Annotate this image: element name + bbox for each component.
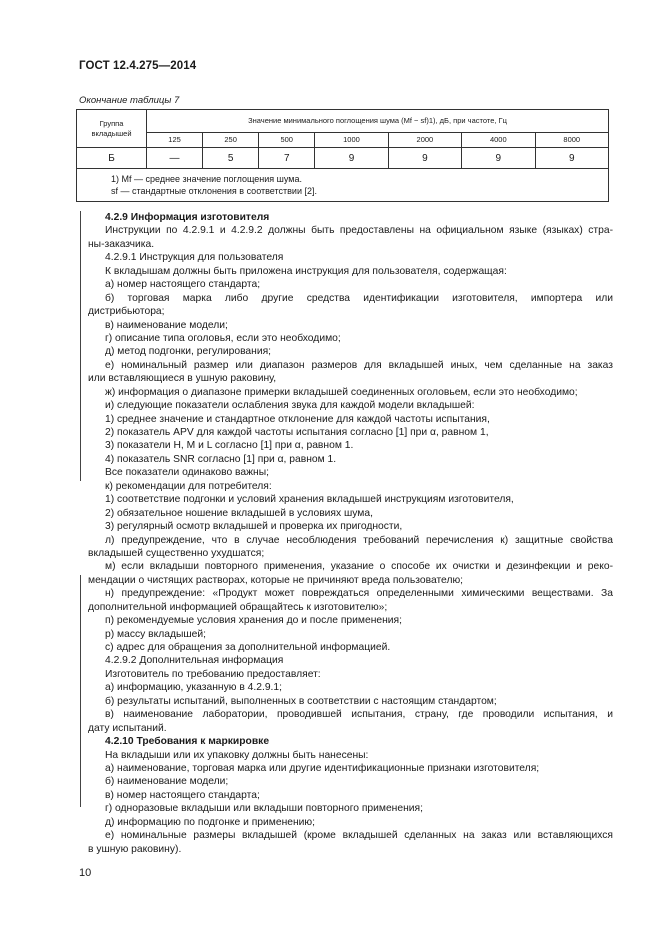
text-line: дистрибьютора; xyxy=(88,306,165,318)
value-cell: 9 xyxy=(315,148,388,169)
text-line: в) номер настоящего стандарта; xyxy=(105,789,260,801)
text-line: д) информацию по подгонке и применению; xyxy=(105,816,316,828)
table-note: 1) Mf — среднее значение поглощения шума. xyxy=(111,174,302,184)
text-line: г) описание типа оголовья, если это необходимо; xyxy=(105,332,341,344)
text-line: е) номинальные размеры вкладышей (кроме вкладышей сделанных на заказ или вставляющихся xyxy=(105,830,613,842)
value-cell: 7 xyxy=(259,148,315,169)
text-line: 4.2.10 Требования к маркировке xyxy=(105,736,270,748)
main-header-cell: Значение минимального поглощения шума (Mf − sf)1), дБ, при частоте, Гц xyxy=(147,110,609,133)
text-line: а) информацию, указанную в 4.2.9.1; xyxy=(105,682,283,694)
change-bar xyxy=(80,575,81,807)
text-line: Изготовитель по требованию предоставляет: xyxy=(105,668,321,680)
document-body xyxy=(88,211,613,856)
value-cell: — xyxy=(147,148,203,169)
text-line: в) наименование модели; xyxy=(105,319,228,331)
document-header: ГОСТ 12.4.275—2014 xyxy=(79,60,197,72)
text-line: Инструкции по 4.2.9.1 и 4.2.9.2 должны быть предоставлены на официальном языке (языках) стра- xyxy=(105,225,613,237)
value-row xyxy=(77,148,609,169)
table-caption: Окончание таблицы 7 xyxy=(79,95,180,106)
text-line: а) наименование, торговая марка или другие идентификационные признаки изготовителя; xyxy=(105,762,540,774)
value-cell: 9 xyxy=(535,148,609,169)
value-cell: 9 xyxy=(462,148,535,169)
text-line: п) рекомендуемые условия хранения до и после применения; xyxy=(105,615,402,627)
value-cell: 9 xyxy=(388,148,461,169)
text-line: а) номер настоящего стандарта; xyxy=(105,279,261,291)
text-line: вкладышей существенно ухудшатся; xyxy=(88,547,265,559)
frequency-cell: 500 xyxy=(259,132,315,147)
text-line: Все показатели одинаково важны; xyxy=(105,467,269,479)
group-cell: Б xyxy=(77,148,147,169)
text-line: К вкладышам должны быть приложена инструкция для пользователя, содержащая: xyxy=(105,265,507,277)
text-line: в ушную раковину). xyxy=(88,843,182,855)
table-note: sf — стандартные отклонения в соответствии [2]. xyxy=(111,186,317,196)
text-line: б) результаты испытаний, выполненных в соответствии с настоящим стандартом; xyxy=(105,695,497,707)
frequency-cell: 125 xyxy=(147,132,203,147)
group-header-cell xyxy=(77,110,147,148)
value-cell: 5 xyxy=(203,148,259,169)
text-line: 3) показатели H, M и L согласно [1] при α, равном 1. xyxy=(105,440,354,452)
text-line: дату испытаний. xyxy=(88,722,167,734)
text-line: в) наименование лаборатории, проводившей испытания, страну, где проводили испытания, и xyxy=(105,709,613,721)
attenuation-table xyxy=(76,109,609,202)
text-line: с) адрес для обращения за дополнительной информацией. xyxy=(105,642,391,653)
text-line: На вкладыши или их упаковку должны быть нанесены: xyxy=(105,749,369,761)
text-line: е) номинальный размер или диапазон размеров для вкладышей иных, чем сделанные на заказ xyxy=(105,359,613,371)
text-line: или вставляющиеся в ушную раковину, xyxy=(88,373,277,385)
text-line: 1) среднее значение и стандартное отклонение для каждой частоты испытания, xyxy=(105,413,490,425)
text-line: 3) регулярный осмотр вкладышей и проверка их пригодности, xyxy=(105,521,403,533)
text-line: л) предупреждение, что в случае несоблюдения требований перечисления к) защитные свойства xyxy=(105,534,613,546)
text-line: 2) показатель APV для каждой частоты испытания согласно [1] при α, равном 1, xyxy=(105,427,489,438)
change-bar xyxy=(80,211,81,481)
frequency-cell: 8000 xyxy=(535,132,609,147)
table-notes xyxy=(77,169,609,202)
text-line: д) метод подгонки, регулирования; xyxy=(105,346,272,358)
text-line: н) предупреждение: «Продукт может повреждаться определенными химическими веществами. За xyxy=(105,588,613,600)
text-line: 2) обязательное ношение вкладышей в условиях шума, xyxy=(105,507,373,519)
text-line: к) рекомендации для потребителя: xyxy=(105,480,272,492)
text-line: р) массу вкладышей; xyxy=(105,628,206,640)
group-header-line: вкладышей xyxy=(91,128,132,138)
text-line: б) торговая марка либо другие средства идентификации изготовителя, импортера или xyxy=(105,292,613,304)
page-number: 10 xyxy=(79,867,92,879)
frequency-cell: 2000 xyxy=(388,132,461,147)
frequency-cell: 250 xyxy=(203,132,259,147)
text-line: ж) информация о диапазоне примерки вкладышей соединенных оголовьем, если это необходимо; xyxy=(105,386,578,398)
text-line: 4.2.9.2 Дополнительная информация xyxy=(105,655,284,667)
text-line: мендации о чистящих растворах, которые не причиняют вреда пользователю; xyxy=(88,574,464,586)
text-line: 4.2.9 Информация изготовителя xyxy=(105,212,270,223)
text-line: ны-заказчика. xyxy=(88,238,155,250)
text-line: м) если вкладыши повторного применения, указание о способе их очистки и дезинфекции и реко- xyxy=(105,561,613,573)
frequency-cell: 4000 xyxy=(462,132,535,147)
frequency-row xyxy=(77,132,609,147)
text-line: 4.2.9.1 Инструкция для пользователя xyxy=(105,252,284,264)
text-line: и) следующие показатели ослабления звука для каждой модели вкладышей: xyxy=(105,400,475,412)
text-line: 4) показатель SNR согласно [1] при α, равном 1. xyxy=(105,453,337,465)
text-line: дополнительной информацией обращайтесь к изготовителю»; xyxy=(88,601,388,613)
frequency-cell: 1000 xyxy=(315,132,388,147)
group-header-line: Группа xyxy=(99,118,124,128)
text-line: б) наименование модели; xyxy=(105,776,229,788)
text-line: 1) соответствие подгонки и условий хранения вкладышей инструкциям изготовителя, xyxy=(105,494,514,506)
text-line: г) одноразовые вкладыши или вкладыши повторного применения; xyxy=(105,803,423,815)
